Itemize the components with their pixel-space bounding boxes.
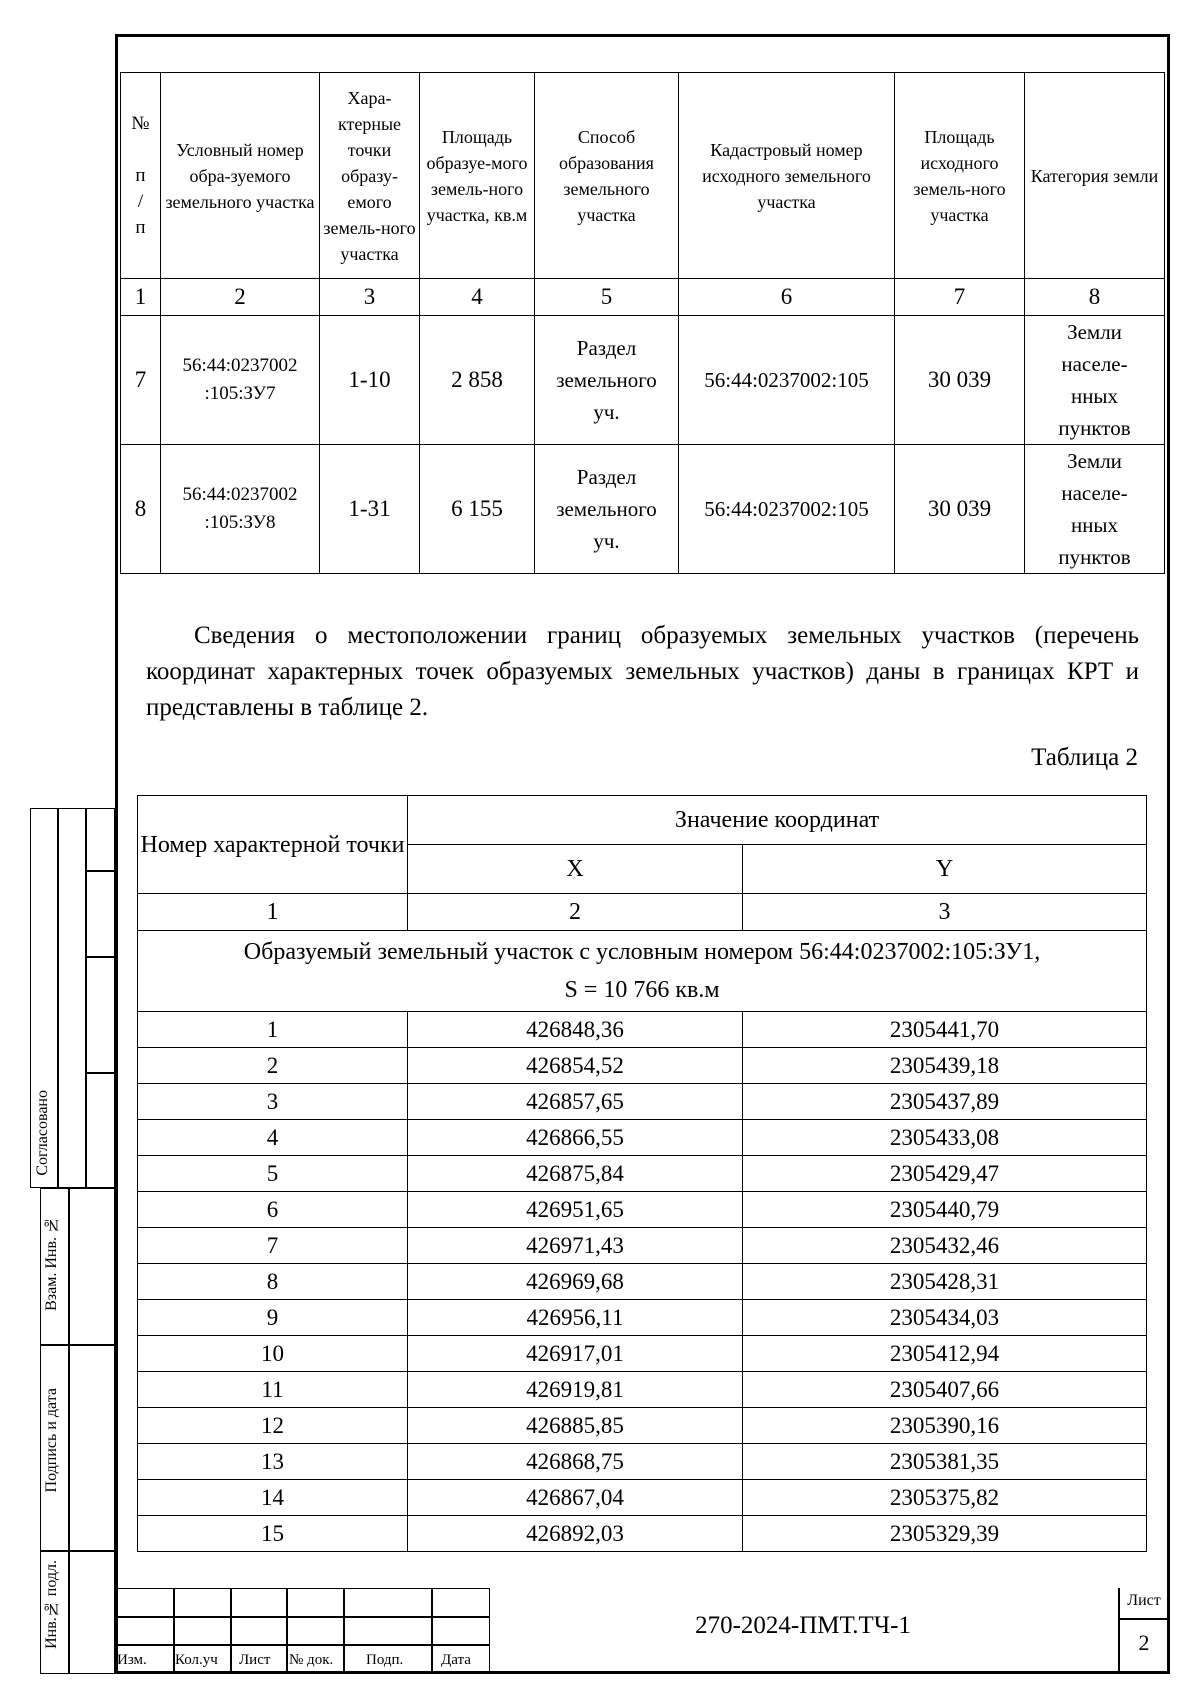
table-row [138, 1120, 1147, 1156]
table1-cell: 8 [121, 445, 161, 574]
point-number: 6 [138, 1192, 408, 1228]
table-row [138, 1084, 1147, 1120]
table-row [138, 1480, 1147, 1516]
table1-header-cell: Площадь образуе-мого земель-ного участка, кв.м [420, 73, 535, 279]
table1-col-number: 3 [320, 279, 420, 316]
coord-x: 426956,11 [408, 1300, 743, 1336]
point-number: 8 [138, 1264, 408, 1300]
table1-cell: 7 [121, 316, 161, 445]
point-number: 9 [138, 1300, 408, 1336]
coord-x: 426875,84 [408, 1156, 743, 1192]
table1-col-number: 7 [895, 279, 1025, 316]
point-number: 1 [138, 1012, 408, 1048]
coord-y: 2305428,31 [743, 1264, 1147, 1300]
coord-x: 426866,55 [408, 1120, 743, 1156]
coordinates-table [137, 795, 1147, 1552]
table1-cell: Земли населе- нных пунктов [1025, 316, 1165, 445]
table1-cell: Раздел земельного уч. [535, 445, 679, 574]
coord-y: 2305440,79 [743, 1192, 1147, 1228]
stamp-label-sheet: Лист [239, 1652, 271, 1668]
header-coordinates: Значение координат [408, 796, 1147, 845]
stamp-label-count: Кол.уч [175, 1652, 218, 1668]
table1-cell: 56:44:0237002 :105:ЗУ7 [161, 316, 320, 445]
stamp-label-doc-number: № док. [289, 1652, 334, 1668]
coord-x: 426919,81 [408, 1372, 743, 1408]
table1-cell: Раздел земельного уч. [535, 316, 679, 445]
coord-x: 426969,68 [408, 1264, 743, 1300]
point-number: 10 [138, 1336, 408, 1372]
coord-y: 2305433,08 [743, 1120, 1147, 1156]
table1-cell: 1-31 [320, 445, 420, 574]
coord-x: 426868,75 [408, 1444, 743, 1480]
header-point-number [138, 796, 408, 894]
table1-header-cell: Площадь исходного земель-ного участка [895, 73, 1025, 279]
coord-y: 2305390,16 [743, 1408, 1147, 1444]
table1-header-cell: Категория земли [1025, 73, 1165, 279]
table1-header-cell: Кадастровый номер исходного земельного участка [679, 73, 895, 279]
coord-y: 2305381,35 [743, 1444, 1147, 1480]
coord-x: 426857,65 [408, 1084, 743, 1120]
coord-y: 2305437,89 [743, 1084, 1147, 1120]
table1-col-number: 4 [420, 279, 535, 316]
table-row [138, 1336, 1147, 1372]
coord-x: 426951,65 [408, 1192, 743, 1228]
header-y: Y [743, 845, 1147, 894]
table1-cell: 30 039 [895, 445, 1025, 574]
table-row [138, 1444, 1147, 1480]
table-row [138, 1516, 1147, 1552]
stamp-label-signature: Подп. [366, 1652, 404, 1668]
stamp-label-change: Изм. [117, 1652, 147, 1668]
table1-cell: 2 858 [420, 316, 535, 445]
point-number: 13 [138, 1444, 408, 1480]
table1-col-number: 5 [535, 279, 679, 316]
table1-col-number: 8 [1025, 279, 1165, 316]
table-row [138, 1228, 1147, 1264]
coord-y: 2305434,03 [743, 1300, 1147, 1336]
table1-cell: 6 155 [420, 445, 535, 574]
margin-replace-inv: Взам. Инв. № [43, 1216, 60, 1311]
point-number: 12 [138, 1408, 408, 1444]
table-row [138, 1192, 1147, 1228]
margin-inv-orig: Инв.№ подл. [43, 1560, 60, 1649]
point-number: 2 [138, 1048, 408, 1084]
point-number: 15 [138, 1516, 408, 1552]
table-row [138, 1156, 1147, 1192]
description-paragraph: Сведения о местоположении границ образуемых земельных участков (перечень координат характерных точек образуемых земельных участков) даны в границах КРТ и представлены в таблице 2. [146, 622, 1139, 721]
table1-cell: 56:44:0237002:105 [679, 316, 895, 445]
point-number: 4 [138, 1120, 408, 1156]
sheet-label: Лист [1127, 1592, 1161, 1609]
table-row [138, 1264, 1147, 1300]
table-row [138, 1372, 1147, 1408]
coord-y: 2305375,82 [743, 1480, 1147, 1516]
margin-agreed: Согласовано [34, 1090, 51, 1176]
table1-col-number: 1 [121, 279, 161, 316]
table1-col-number: 2 [161, 279, 320, 316]
coord-y: 2305412,94 [743, 1336, 1147, 1372]
col-number: 3 [743, 894, 1147, 931]
table1-cell: 1-10 [320, 316, 420, 445]
header-point-number-text: Номер характерной точки [140, 831, 405, 858]
table-row [121, 445, 1165, 574]
margin-stamp [30, 808, 115, 1674]
table1-cell: Земли населе- нных пунктов [1025, 445, 1165, 574]
table1-cell: 56:44:0237002 :105:ЗУ8 [161, 445, 320, 574]
table1-cell: 30 039 [895, 316, 1025, 445]
document-code: 270-2024-ПМТ.ТЧ-1 [695, 1612, 911, 1639]
point-number: 3 [138, 1084, 408, 1120]
coord-y: 2305329,39 [743, 1516, 1147, 1552]
table1-cell: 56:44:0237002:105 [679, 445, 895, 574]
section-title: Образуемый земельный участок с условным номером 56:44:0237002:105:ЗУ1, S = 10 766 кв.м [138, 931, 1147, 1012]
coord-x: 426854,52 [408, 1048, 743, 1084]
coord-x: 426971,43 [408, 1228, 743, 1264]
header-x: X [408, 845, 743, 894]
coord-y: 2305429,47 [743, 1156, 1147, 1192]
point-number: 14 [138, 1480, 408, 1516]
coord-x: 426867,04 [408, 1480, 743, 1516]
table1-header-cell: № п / п [121, 73, 161, 279]
table-caption: Таблица 2 [1031, 744, 1138, 771]
table-row [121, 316, 1165, 445]
table1-header-cell: Условный номер обра-зуемого земельного участка [161, 73, 320, 279]
stamp-label-date: Дата [441, 1652, 471, 1668]
point-number: 11 [138, 1372, 408, 1408]
coord-y: 2305439,18 [743, 1048, 1147, 1084]
coord-x: 426848,36 [408, 1012, 743, 1048]
sheet-number: 2 [1138, 1630, 1150, 1655]
coord-x: 426885,85 [408, 1408, 743, 1444]
col-number: 1 [138, 894, 408, 931]
coord-y: 2305441,70 [743, 1012, 1147, 1048]
table-row [138, 1048, 1147, 1084]
coord-x: 426892,03 [408, 1516, 743, 1552]
point-number: 7 [138, 1228, 408, 1264]
table1-header-cell: Хара-ктерные точки образу-емого земель-ного участка [320, 73, 420, 279]
land-plots-table [120, 72, 1165, 574]
coord-x: 426917,01 [408, 1336, 743, 1372]
col-number: 2 [408, 894, 743, 931]
table-row [138, 1408, 1147, 1444]
margin-sign-date: Подпись и дата [43, 1388, 60, 1493]
point-number: 5 [138, 1156, 408, 1192]
table-row [138, 1300, 1147, 1336]
coord-y: 2305432,46 [743, 1228, 1147, 1264]
table1-header-cell: Способ образования земельного участка [535, 73, 679, 279]
coord-y: 2305407,66 [743, 1372, 1147, 1408]
table1-col-number: 6 [679, 279, 895, 316]
table-row [138, 1012, 1147, 1048]
